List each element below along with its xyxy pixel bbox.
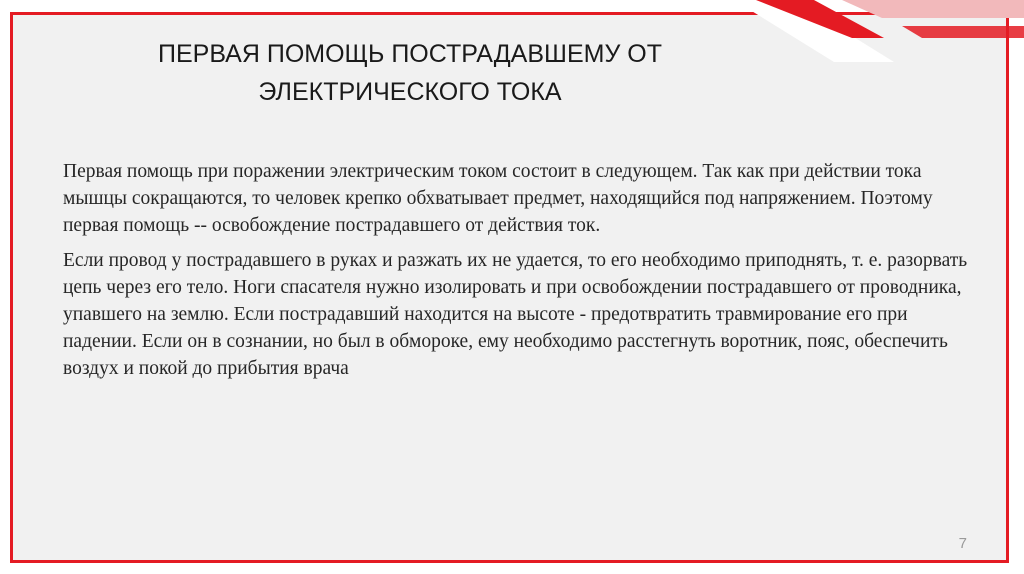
slide-title: ПЕРВАЯ ПОМОЩЬ ПОСТРАДАВШЕМУ ОТ ЭЛЕКТРИЧЕСКОГО ТОКА: [158, 40, 662, 106]
pink-ribbon-stripe: [842, 0, 1024, 18]
paragraph-1: Первая помощь при поражении электрическим током состоит в следующем. Так как при действии тока мышцы сокращаются, то человек крепко обхватывает предмет, находящийся под напряжением. Поэтому первая помощь -- освобождение пострадавшего от действия ток.: [63, 161, 933, 236]
corner-ribbon-decoration: [734, 0, 1024, 62]
paragraph-2: Если провод у пострадавшего в руках и разжать их не удается, то его необходимо приподнять, т. е. разорвать цепь через его тело. Ноги спасателя нужно изолировать и при освобождении пострадавшего от проводника, упавшего на землю. Если пострадавший находится на высоте - предотвратить травмирование его при падении. Если он в сознании, но был в обмороке, ему необходимо расстегнуть воротник, пояс, обеспечить воздух и покой до прибытия врача: [63, 250, 968, 379]
red-ribbon-lower: [902, 26, 1024, 38]
page-number: 7: [958, 535, 967, 552]
slide-body: [63, 158, 983, 390]
